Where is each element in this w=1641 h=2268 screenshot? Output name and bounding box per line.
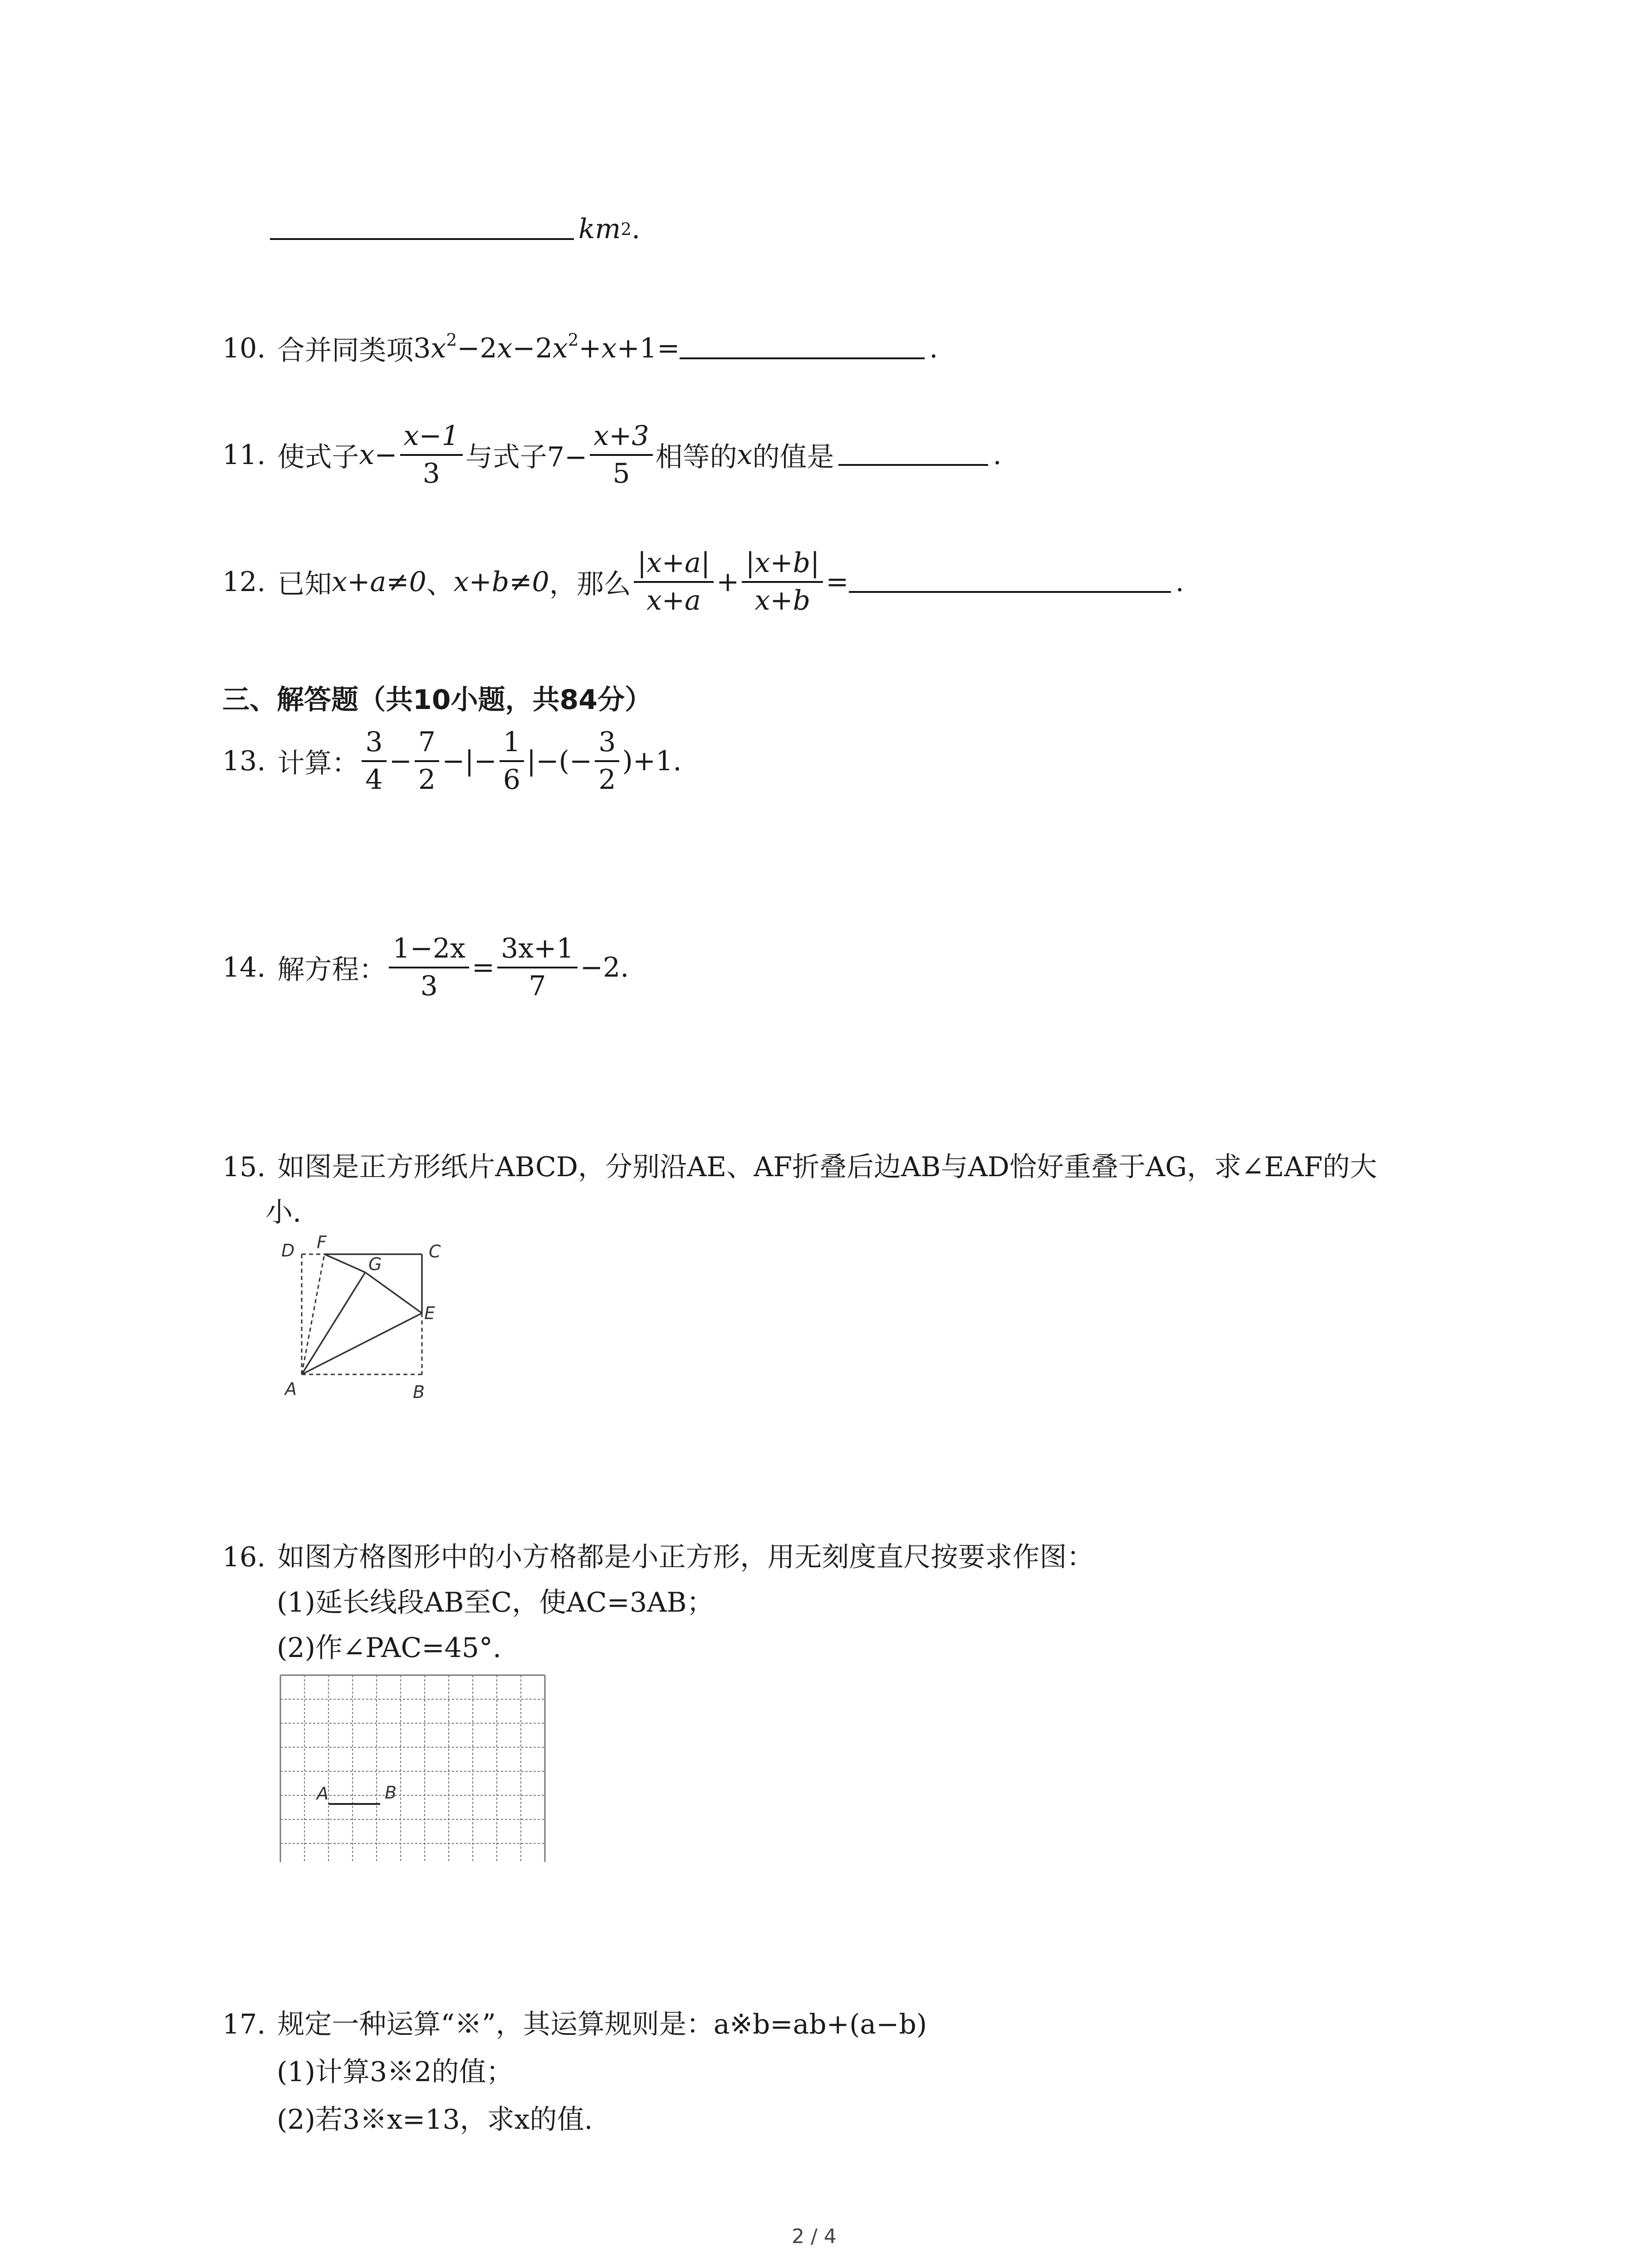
fraction: $\frac{3}{2}$ [595, 728, 619, 794]
page-number: 2 / 4 [792, 2225, 837, 2248]
question-12: 12. 已知 x+a≠0 、 x+b≠0 ，那么 $\frac{|x+a|}{x+a}$ + $\frac{|x+b|}{x+b}$ = . [222, 547, 1184, 616]
fold-line-ae [302, 1313, 422, 1374]
fraction: $\frac{|x+b|}{x+b}$ [742, 549, 823, 615]
question-number: 15. [222, 1151, 266, 1183]
q15-text: 如图是正方形纸片ABCD，分别沿AE、AF折叠后边AB与AD恰好重叠于AG，求∠EAF的大 [277, 1151, 1377, 1183]
q9-unit: km [578, 213, 621, 245]
q17-part-1: (1)计算3※2的值； [277, 2056, 514, 2088]
q17-text: 规定一种运算“※”，其运算规则是：a※b=ab+(a−b) [277, 2009, 927, 2040]
question-number: 11. [222, 439, 266, 471]
label-f: F [317, 1234, 327, 1252]
question-15 [222, 1145, 1377, 1184]
question-number: 14. [222, 952, 266, 983]
question-14: 14. 解方程： $\frac{1-2x}{3}$ = $\frac{3x+1}{7}$ −2. [222, 933, 629, 1002]
fraction: $\frac{3}{4}$ [362, 728, 386, 794]
q9-answer-line: km 2 . [265, 213, 640, 245]
fraction: $\frac{x-1}{3}$ [400, 422, 463, 488]
question-number: 16. [222, 1541, 266, 1573]
fraction: $\frac{3x+1}{7}$ [497, 934, 577, 1001]
question-10: 10. 合并同类项 $3x^2-2x-2x^2+x+1=$ . [222, 329, 938, 368]
answer-blank [849, 591, 1171, 593]
answer-blank [270, 238, 574, 240]
q16-part-2: (2)作∠PAC=45°. [277, 1632, 502, 1664]
label-e: E [424, 1303, 436, 1323]
question-number: 10. [222, 332, 266, 364]
grid-label-b: B [385, 1783, 397, 1803]
grid-figure [277, 1672, 549, 1862]
q9-end: . [631, 213, 641, 245]
q16-text: 如图方格图形中的小方格都是小正方形，用无刻度直尺按要求作图： [277, 1541, 1094, 1573]
question-13: 13. 计算： $\frac{3}{4}$ − $\frac{7}{2}$ −|− $\frac{1}{6}$ |−(− $\frac{3}{2}$ )+1. [222, 726, 682, 796]
segment-fg [324, 1254, 365, 1272]
q16-part-1: (1)延长线段AB至C，使AC=3AB； [277, 1587, 714, 1618]
question-16 [222, 1535, 1094, 1574]
label-a: A [285, 1379, 297, 1399]
square-fold-figure [272, 1234, 463, 1406]
label-b: B [413, 1382, 425, 1402]
question-11: 11. 使式子 x − $\frac{x-1}{3}$ 与式子7− $\frac{x+3}{5}$ 相等的 x 的值是 . [222, 420, 1002, 489]
answer-blank [838, 464, 988, 466]
fraction: $\frac{1-2x}{3}$ [389, 934, 469, 1001]
question-number: 12. [222, 566, 266, 598]
grid-label-a: A [317, 1784, 328, 1804]
q10-expression: $3x^2-2x-2x^2+x+1=$ [413, 329, 680, 364]
answer-blank [680, 357, 925, 359]
fraction: $\frac{1}{6}$ [500, 728, 524, 794]
question-17 [222, 2003, 927, 2042]
q10-text: 合并同类项 [277, 335, 414, 367]
label-d: D [281, 1241, 295, 1261]
q15-text-cont: 小. [265, 1197, 302, 1228]
fraction: $\frac{7}{2}$ [415, 728, 439, 794]
q17-part-2: (2)若3※x=13，求x的值. [277, 2104, 593, 2136]
fraction: $\frac{|x+a|}{x+a}$ [634, 549, 714, 615]
grid-lines [280, 1675, 545, 1862]
label-g: G [368, 1254, 382, 1274]
question-number: 13. [222, 745, 266, 777]
segment-ge [365, 1272, 422, 1313]
question-number: 17. [222, 2009, 266, 2040]
label-c: C [429, 1242, 441, 1261]
section-heading: 三、解答题（共10小题，共84分） [222, 684, 652, 716]
fraction: $\frac{x+3}{5}$ [590, 422, 652, 488]
